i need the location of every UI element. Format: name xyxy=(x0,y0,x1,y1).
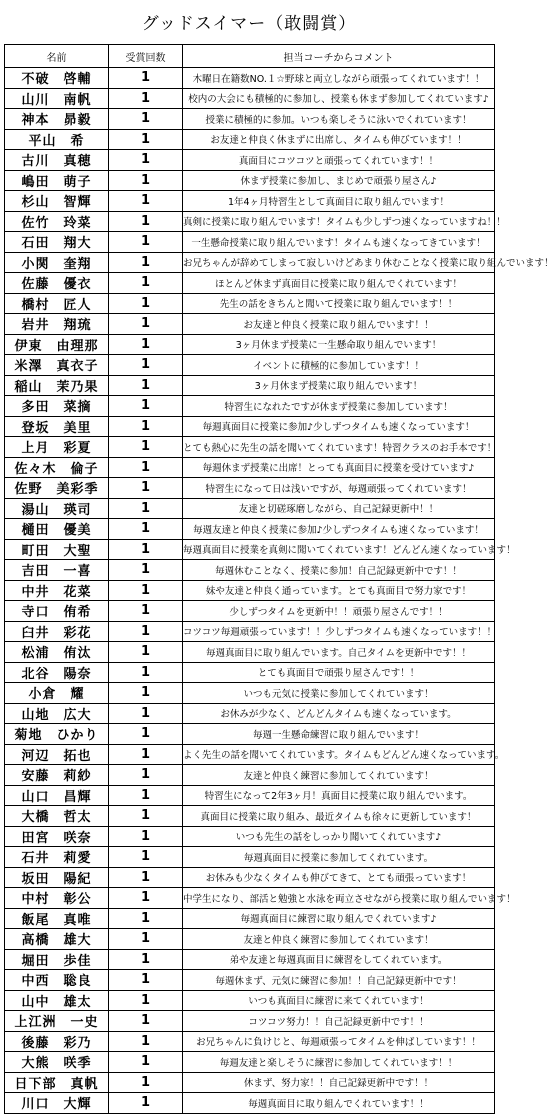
count-cell: 1 xyxy=(109,150,183,171)
table-row xyxy=(5,457,495,478)
table-row xyxy=(5,273,495,294)
comment-cell: 友達と仲良く練習に参加してくれています！ xyxy=(183,929,495,950)
name-cell: 後藤 彩乃 xyxy=(5,1031,109,1052)
comment-cell: 友達と切磋琢磨しながら、自己記録更新中！！ xyxy=(183,498,495,519)
count-cell: 1 xyxy=(109,252,183,273)
table-row xyxy=(5,580,495,601)
comment-cell: 特習生になれたですが休まず授業に参加しています！ xyxy=(183,396,495,417)
comment-cell: 3ヶ月休まず授業に一生懸命取り組んでいます！ xyxy=(183,334,495,355)
comment-cell: 3ヶ月休まず授業に取り組んでいます！ xyxy=(183,375,495,396)
name-cell: 大熊 咲季 xyxy=(5,1052,109,1073)
count-cell: 1 xyxy=(109,314,183,335)
count-cell: 1 xyxy=(109,847,183,868)
comment-cell: とても真面目で頑張り屋さんです！！ xyxy=(183,662,495,683)
comment-cell: 木曜日在籍数NO.１☆野球と両立しながら頑張ってくれています！！ xyxy=(183,68,495,89)
table-row xyxy=(5,396,495,417)
comment-cell: 毎週真面目に授業に参加してくれています。 xyxy=(183,847,495,868)
table-row xyxy=(5,68,495,89)
name-cell: 坂田 陽紀 xyxy=(5,867,109,888)
name-cell: 大橋 哲太 xyxy=(5,806,109,827)
count-cell: 1 xyxy=(109,867,183,888)
table-row xyxy=(5,1072,495,1093)
table-row xyxy=(5,191,495,212)
name-cell: 佐竹 玲菜 xyxy=(5,211,109,232)
name-cell: 湯山 瑛司 xyxy=(5,498,109,519)
count-cell: 1 xyxy=(109,1072,183,1093)
table-row xyxy=(5,150,495,171)
header-comment: 担当コーチからコメント xyxy=(183,45,495,68)
table-row xyxy=(5,990,495,1011)
table-row xyxy=(5,949,495,970)
count-cell: 1 xyxy=(109,232,183,253)
comment-cell: いつも元気に授業に参加してくれています！ xyxy=(183,683,495,704)
header-count: 受賞回数 xyxy=(109,45,183,68)
table-row xyxy=(5,560,495,581)
comment-cell: 少しずつタイムを更新中！！頑張り屋さんです！！ xyxy=(183,601,495,622)
count-cell: 1 xyxy=(109,765,183,786)
comment-cell: お休みも少なくタイムも伸びてきて、とても頑張っています！ xyxy=(183,867,495,888)
table-header-row xyxy=(5,45,495,68)
name-cell: 神本 昴毅 xyxy=(5,109,109,130)
name-cell: 中村 彰公 xyxy=(5,888,109,909)
award-table xyxy=(4,44,554,1114)
table-row xyxy=(5,314,495,335)
comment-cell: 真面目に授業に取り組み、最近タイムも徐々に更新しています！ xyxy=(183,806,495,827)
comment-cell: 毎週真面目に取り組んでくれています！！ xyxy=(183,1093,495,1114)
comment-cell: 毎週休まず授業に出席！とっても真面目に授業を受けています♪ xyxy=(183,457,495,478)
name-cell: 松浦 侑汰 xyxy=(5,642,109,663)
table-row xyxy=(5,355,495,376)
name-cell: 田宮 咲奈 xyxy=(5,826,109,847)
name-cell: 橋村 匠人 xyxy=(5,293,109,314)
name-cell: 山地 広大 xyxy=(5,703,109,724)
name-cell: 北谷 陽奈 xyxy=(5,662,109,683)
count-cell: 1 xyxy=(109,1011,183,1032)
name-cell: 寺口 侑希 xyxy=(5,601,109,622)
table-row xyxy=(5,334,495,355)
comment-cell: お兄ちゃんに負けじと、毎週頑張ってタイムを伸ばしています！！ xyxy=(183,1031,495,1052)
comment-cell: イベントに積極的に参加しています！！ xyxy=(183,355,495,376)
name-cell: 川口 大輝 xyxy=(5,1093,109,1114)
comment-cell: 妹や友達と仲良く通っています。とても真面目で努力家です！ xyxy=(183,580,495,601)
table-row xyxy=(5,252,495,273)
count-cell: 1 xyxy=(109,519,183,540)
table-row xyxy=(5,519,495,540)
name-cell: 河辺 拓也 xyxy=(5,744,109,765)
table-row xyxy=(5,806,495,827)
count-cell: 1 xyxy=(109,929,183,950)
count-cell: 1 xyxy=(109,539,183,560)
name-cell: 菊地 ひかり xyxy=(5,724,109,745)
count-cell: 1 xyxy=(109,683,183,704)
name-cell: 小倉 耀 xyxy=(5,683,109,704)
table-row xyxy=(5,109,495,130)
comment-cell: 毎週真面目に取り組んでいます。自己タイムを更新中です！！ xyxy=(183,642,495,663)
count-cell: 1 xyxy=(109,560,183,581)
table-row xyxy=(5,908,495,929)
table-row xyxy=(5,88,495,109)
name-cell: 古川 真穂 xyxy=(5,150,109,171)
name-cell: 中西 聡良 xyxy=(5,970,109,991)
comment-cell: 休まず、努力家！！自己記録更新中です！！ xyxy=(183,1072,495,1093)
table-row xyxy=(5,847,495,868)
name-cell: 高橋 雄大 xyxy=(5,929,109,950)
count-cell: 1 xyxy=(109,437,183,458)
count-cell: 1 xyxy=(109,1052,183,1073)
comment-cell: よく先生の話を聞いてくれています。タイムもどんどん速くなっています。 xyxy=(183,744,495,765)
count-cell: 1 xyxy=(109,375,183,396)
count-cell: 1 xyxy=(109,642,183,663)
table-row xyxy=(5,888,495,909)
name-cell: 中井 花菜 xyxy=(5,580,109,601)
comment-cell: ほとんど休まず真面目に授業に取り組んでくれています！ xyxy=(183,273,495,294)
comment-cell: いつも先生の話をしっかり聞いてくれています♪ xyxy=(183,826,495,847)
table-row xyxy=(5,416,495,437)
comment-cell: 校内の大会にも積極的に参加し、授業も休まず参加してくれています♪ xyxy=(183,88,495,109)
name-cell: 吉田 一喜 xyxy=(5,560,109,581)
name-cell: 米澤 真衣子 xyxy=(5,355,109,376)
count-cell: 1 xyxy=(109,170,183,191)
count-cell: 1 xyxy=(109,88,183,109)
count-cell: 1 xyxy=(109,724,183,745)
name-cell: 日下部 真帆 xyxy=(5,1072,109,1093)
table-row xyxy=(5,170,495,191)
name-cell: 不破 啓輔 xyxy=(5,68,109,89)
comment-cell: 毎週真面目に練習に取り組んでくれています♪ xyxy=(183,908,495,929)
table-row xyxy=(5,867,495,888)
table-row xyxy=(5,1011,495,1032)
count-cell: 1 xyxy=(109,355,183,376)
name-cell: 石田 翔大 xyxy=(5,232,109,253)
count-cell: 1 xyxy=(109,601,183,622)
table-row xyxy=(5,498,495,519)
comment-cell: 真面目にコツコツと頑張ってくれています！！ xyxy=(183,150,495,171)
count-cell: 1 xyxy=(109,1031,183,1052)
table-row xyxy=(5,232,495,253)
name-cell: 佐藤 優衣 xyxy=(5,273,109,294)
comment-cell: 特習生になって2年3ヶ月！真面目に授業に取り組んでいます。 xyxy=(183,785,495,806)
comment-cell: 毎週真面目に授業に参加♪少しずつタイムも速くなっています！ xyxy=(183,416,495,437)
comment-cell: 休まず授業に参加し、まじめで頑張り屋さん♪ xyxy=(183,170,495,191)
name-cell: 登坂 美里 xyxy=(5,416,109,437)
name-cell: 樋田 優美 xyxy=(5,519,109,540)
table-row xyxy=(5,724,495,745)
table-row xyxy=(5,703,495,724)
comment-cell: 一生懸命授業に取り組んでいます！タイムも速くなってきています！ xyxy=(183,232,495,253)
name-cell: 堀田 歩佳 xyxy=(5,949,109,970)
name-cell: 多田 菜摘 xyxy=(5,396,109,417)
count-cell: 1 xyxy=(109,211,183,232)
count-cell: 1 xyxy=(109,396,183,417)
comment-cell: 真剣に授業に取り組んでいます！タイムも少しずつ速くなっていますね！！ xyxy=(183,211,495,232)
table-row xyxy=(5,1093,495,1114)
count-cell: 1 xyxy=(109,68,183,89)
count-cell: 1 xyxy=(109,580,183,601)
table-row xyxy=(5,683,495,704)
count-cell: 1 xyxy=(109,191,183,212)
table-row xyxy=(5,211,495,232)
count-cell: 1 xyxy=(109,990,183,1011)
count-cell: 1 xyxy=(109,908,183,929)
name-cell: 山口 昌輝 xyxy=(5,785,109,806)
count-cell: 1 xyxy=(109,970,183,991)
name-cell: 佐野 美彩季 xyxy=(5,478,109,499)
header-name: 名前 xyxy=(5,45,109,68)
comment-cell: コツコツ毎週頑張っています！！少しずつタイムも速くなっています！！ xyxy=(183,621,495,642)
count-cell: 1 xyxy=(109,662,183,683)
count-cell: 1 xyxy=(109,457,183,478)
table-row xyxy=(5,662,495,683)
table-row xyxy=(5,744,495,765)
comment-cell: 友達と仲良く練習に参加してくれています！ xyxy=(183,765,495,786)
table-row xyxy=(5,642,495,663)
count-cell: 1 xyxy=(109,826,183,847)
name-cell: 佐々木 倫子 xyxy=(5,457,109,478)
table-row xyxy=(5,375,495,396)
count-cell: 1 xyxy=(109,785,183,806)
comment-cell: お兄ちゃんが辞めてしまって寂しいけどあまり休むことなく授業に取り組んでいます！ xyxy=(183,252,495,273)
count-cell: 1 xyxy=(109,129,183,150)
comment-cell: 1年4ヶ月特習生として真面目に取り組んでいます！ xyxy=(183,191,495,212)
comment-cell: いつも真面目に練習に来てくれています！ xyxy=(183,990,495,1011)
count-cell: 1 xyxy=(109,498,183,519)
count-cell: 1 xyxy=(109,621,183,642)
count-cell: 1 xyxy=(109,334,183,355)
name-cell: 平山 希 xyxy=(5,129,109,150)
count-cell: 1 xyxy=(109,416,183,437)
name-cell: 山中 雄太 xyxy=(5,990,109,1011)
table-row xyxy=(5,1031,495,1052)
comment-cell: 授業に積極的に参加。いつも楽しそうに泳いでくれています！ xyxy=(183,109,495,130)
comment-cell: お友達と仲良く休まずに出席し、タイムも伸びています！！ xyxy=(183,129,495,150)
name-cell: 飯尾 真唯 xyxy=(5,908,109,929)
count-cell: 1 xyxy=(109,888,183,909)
count-cell: 1 xyxy=(109,806,183,827)
count-cell: 1 xyxy=(109,293,183,314)
table-row xyxy=(5,539,495,560)
page-title: グッドスイマー（敢闘賞） xyxy=(141,13,357,34)
comment-cell: 毎週休まず、元気に練習に参加！！自己記録更新中です！ xyxy=(183,970,495,991)
name-cell: 稲山 茉乃果 xyxy=(5,375,109,396)
name-cell: 杉山 智輝 xyxy=(5,191,109,212)
comment-cell: 毎週一生懸命練習に取り組んでいます！ xyxy=(183,724,495,745)
table-row xyxy=(5,129,495,150)
name-cell: 安藤 莉紗 xyxy=(5,765,109,786)
name-cell: 小関 奎翔 xyxy=(5,252,109,273)
count-cell: 1 xyxy=(109,478,183,499)
comment-cell: 弟や友達と毎週真面目に練習をしてくれています。 xyxy=(183,949,495,970)
name-cell: 臼井 彩花 xyxy=(5,621,109,642)
table-row xyxy=(5,621,495,642)
name-cell: 山川 南帆 xyxy=(5,88,109,109)
comment-cell: 毎週友達と楽しそうに練習に参加してくれています！！ xyxy=(183,1052,495,1073)
table-row xyxy=(5,478,495,499)
table-row xyxy=(5,929,495,950)
comment-cell: コツコツ努力！！自己記録更新中です！！ xyxy=(183,1011,495,1032)
name-cell: 石井 莉愛 xyxy=(5,847,109,868)
comment-cell: お休みが少なく、どんどんタイムも速くなっています。 xyxy=(183,703,495,724)
count-cell: 1 xyxy=(109,744,183,765)
table-row xyxy=(5,293,495,314)
table-row xyxy=(5,437,495,458)
count-cell: 1 xyxy=(109,109,183,130)
name-cell: 上江洲 一史 xyxy=(5,1011,109,1032)
name-cell: 嶋田 萌子 xyxy=(5,170,109,191)
comment-cell: 特習生になって日は浅いですが、毎週頑張ってくれています！ xyxy=(183,478,495,499)
count-cell: 1 xyxy=(109,273,183,294)
count-cell: 1 xyxy=(109,949,183,970)
table-row xyxy=(5,1052,495,1073)
table-row xyxy=(5,970,495,991)
count-cell: 1 xyxy=(109,703,183,724)
comment-cell: 毎週休むことなく、授業に参加！自己記録更新中です！！ xyxy=(183,560,495,581)
count-cell: 1 xyxy=(109,1093,183,1114)
name-cell: 伊東 由理那 xyxy=(5,334,109,355)
comment-cell: とても熱心に先生の話を聞いてくれています！特習クラスのお手本です！ xyxy=(183,437,495,458)
comment-cell: 毎週友達と仲良く授業に参加♪少しずつタイムも速くなっています！ xyxy=(183,519,495,540)
table-row xyxy=(5,601,495,622)
name-cell: 町田 大聖 xyxy=(5,539,109,560)
comment-cell: 毎週真面目に授業を真剣に聞いてくれています！どんどん速くなっています！ xyxy=(183,539,495,560)
name-cell: 上月 彩夏 xyxy=(5,437,109,458)
table-row xyxy=(5,765,495,786)
name-cell: 岩井 翔琉 xyxy=(5,314,109,335)
table-row xyxy=(5,826,495,847)
table-row xyxy=(5,785,495,806)
comment-cell: 先生の話をきちんと聞いて授業に取り組んでいます！！ xyxy=(183,293,495,314)
comment-cell: 中学生になり、部活と勉強と水泳を両立させながら授業に取り組んでいます！ xyxy=(183,888,495,909)
comment-cell: お友達と仲良く授業に取り組んでいます！！ xyxy=(183,314,495,335)
